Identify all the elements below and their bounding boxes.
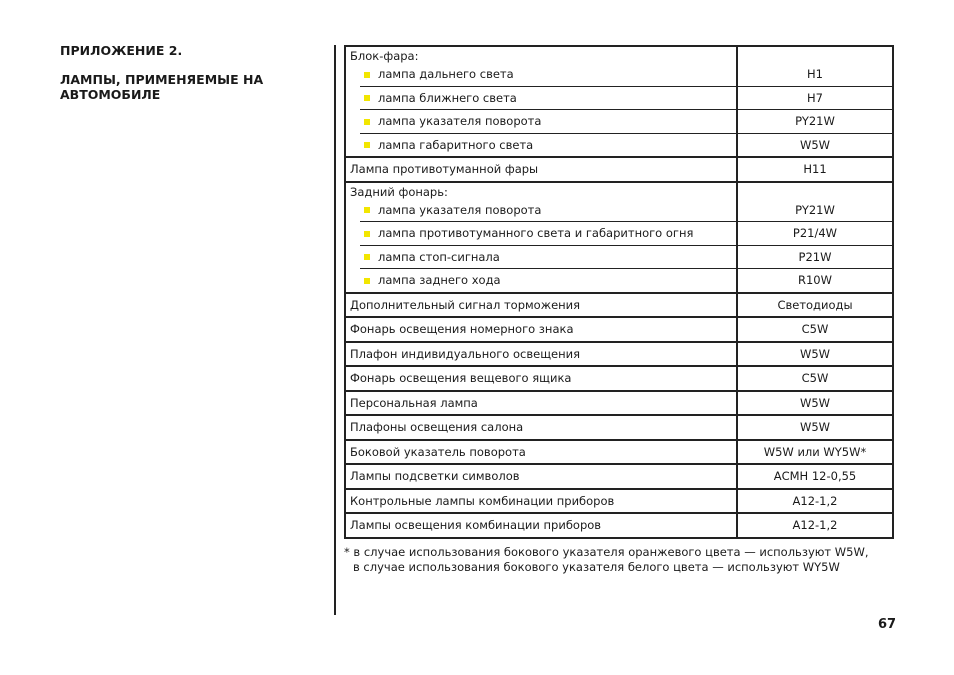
lamp-name: Фонарь освещения номерного знака [350, 322, 574, 336]
bullet-icon [364, 278, 370, 284]
lamp-type: W5W или WY5W* [763, 444, 867, 459]
lamp-type: W5W [799, 395, 831, 410]
group-title-spacer [738, 47, 892, 63]
page-number: 67 [878, 617, 897, 632]
lamp-type: R10W [738, 268, 892, 292]
lamp-name: лампа указателя поворота [378, 202, 542, 217]
bullet-icon [364, 119, 370, 125]
lamp-name: лампа дальнего света [378, 67, 514, 81]
table-subrow-label [360, 133, 736, 157]
lamp-type: P21/4W [738, 221, 892, 245]
lamp-type-cell [738, 294, 892, 317]
lamp-name-cell [346, 490, 738, 513]
lamp-name-cell [346, 465, 738, 488]
table-row [346, 316, 892, 341]
lamp-type-cell [738, 441, 892, 464]
lamp-type: H7 [738, 86, 892, 110]
lamp-type: АСМН 12-0,55 [773, 469, 857, 483]
lamp-name: Фонарь освещения вещевого ящика [350, 371, 572, 385]
lamp-name: Лампа противотуманной фары [350, 162, 539, 176]
table-subrow-label [360, 86, 736, 110]
lamp-name: Персональная лампа [350, 395, 478, 410]
lamp-name-cell [346, 441, 738, 464]
lamp-type: H11 [803, 162, 827, 176]
table-subrow-label [360, 221, 736, 245]
lamp-type-cell [738, 392, 892, 415]
table-row [346, 512, 892, 537]
lamp-name: лампа указателя поворота [378, 114, 542, 128]
lamp-name: Боковой указатель поворота [350, 444, 526, 459]
heading-spacer [60, 58, 320, 72]
lamp-name: лампа заднего хода [378, 273, 501, 287]
lamp-type-cell [738, 490, 892, 513]
lamp-name: Контрольные лампы комбинации приборов [350, 493, 615, 508]
bullet-icon [364, 72, 370, 78]
table-row [346, 488, 892, 513]
lamp-name-cell [346, 416, 738, 439]
lamp-type-cell [738, 318, 892, 341]
table-row [346, 341, 892, 366]
lamp-type-cell [738, 343, 892, 366]
lamps-table [344, 45, 894, 539]
table-row [346, 365, 892, 390]
lamp-name-cell [346, 514, 738, 537]
table-subrow-label [360, 199, 736, 222]
table-subrow-label [360, 63, 736, 86]
group-title-spacer [738, 183, 892, 199]
lamp-type-cell [738, 158, 892, 181]
section-title-line1: ЛАМПЫ, ПРИМЕНЯЕМЫЕ НА [60, 72, 264, 87]
bullet-icon [364, 254, 370, 260]
lamp-type: A12-1,2 [792, 518, 838, 532]
table-row [346, 463, 892, 488]
bullet-icon [364, 207, 370, 213]
lamp-type-cell [738, 416, 892, 439]
lamp-name-cell [346, 158, 738, 181]
table-group [346, 181, 892, 292]
footnote [344, 545, 894, 575]
lamp-name-cell [346, 392, 738, 415]
lamp-type-cell [738, 367, 892, 390]
lamp-name-cell [346, 294, 738, 317]
table-subrow-label [360, 109, 736, 133]
lamp-type: W5W [799, 420, 831, 434]
table-group [346, 47, 892, 156]
lamp-type-cell [738, 183, 892, 292]
lamp-type: Светодиоды [777, 297, 853, 312]
lamp-name-cell [346, 367, 738, 390]
lamp-type: A12-1,2 [792, 493, 838, 508]
lamp-name-cell [346, 183, 738, 292]
table-row [346, 156, 892, 181]
table-subrow-label [360, 245, 736, 269]
lamp-name: лампа противотуманного света и габаритного огня [378, 226, 694, 240]
footnote-line2: в случае использования бокового указателя белого цвета — используют WY5W [353, 559, 840, 574]
group-title: Блок-фара: [350, 49, 419, 63]
section-title-line2: АВТОМОБИЛЕ [60, 87, 161, 102]
lamp-type: PY21W [738, 109, 892, 133]
table-row [346, 414, 892, 439]
lamp-name: Лампы подсветки символов [350, 469, 520, 483]
page-heading [60, 43, 320, 102]
lamp-type: PY21W [795, 202, 835, 217]
lamp-name: Плафон индивидуального освещения [350, 346, 581, 361]
lamp-name: Лампы освещения комбинации приборов [350, 518, 602, 532]
lamp-type: H1 [807, 67, 823, 81]
bullet-icon [364, 142, 370, 148]
lamp-type: W5W [738, 133, 892, 157]
footnote-line1: * в случае использования бокового указателя оранжевого цвета — используют W5W, [344, 544, 869, 559]
table-row [346, 439, 892, 464]
lamp-type: P21W [738, 245, 892, 269]
lamp-type: C5W [801, 371, 829, 385]
lamp-name-cell [346, 318, 738, 341]
bullet-icon [364, 95, 370, 101]
lamp-name-cell [346, 47, 738, 156]
lamp-name: лампа габаритного света [378, 137, 534, 152]
appendix-title: ПРИЛОЖЕНИЕ 2. [60, 43, 183, 58]
column-divider [334, 45, 336, 615]
lamp-name: Дополнительный сигнал торможения [350, 297, 581, 312]
lamp-type-cell [738, 465, 892, 488]
main-content [344, 45, 894, 575]
lamp-type: C5W [801, 322, 829, 336]
lamp-name: лампа ближнего света [378, 90, 517, 105]
lamp-name: Плафоны освещения салона [350, 420, 524, 434]
lamp-name: лампа стоп-сигнала [378, 249, 500, 264]
table-subrow-label [360, 268, 736, 292]
table-row [346, 390, 892, 415]
bullet-icon [364, 231, 370, 237]
lamp-type-cell [738, 47, 892, 156]
lamp-name-cell [346, 343, 738, 366]
table-row [346, 292, 892, 317]
lamp-type-cell [738, 514, 892, 537]
group-title: Задний фонарь: [350, 184, 448, 199]
lamp-type: W5W [799, 346, 831, 361]
